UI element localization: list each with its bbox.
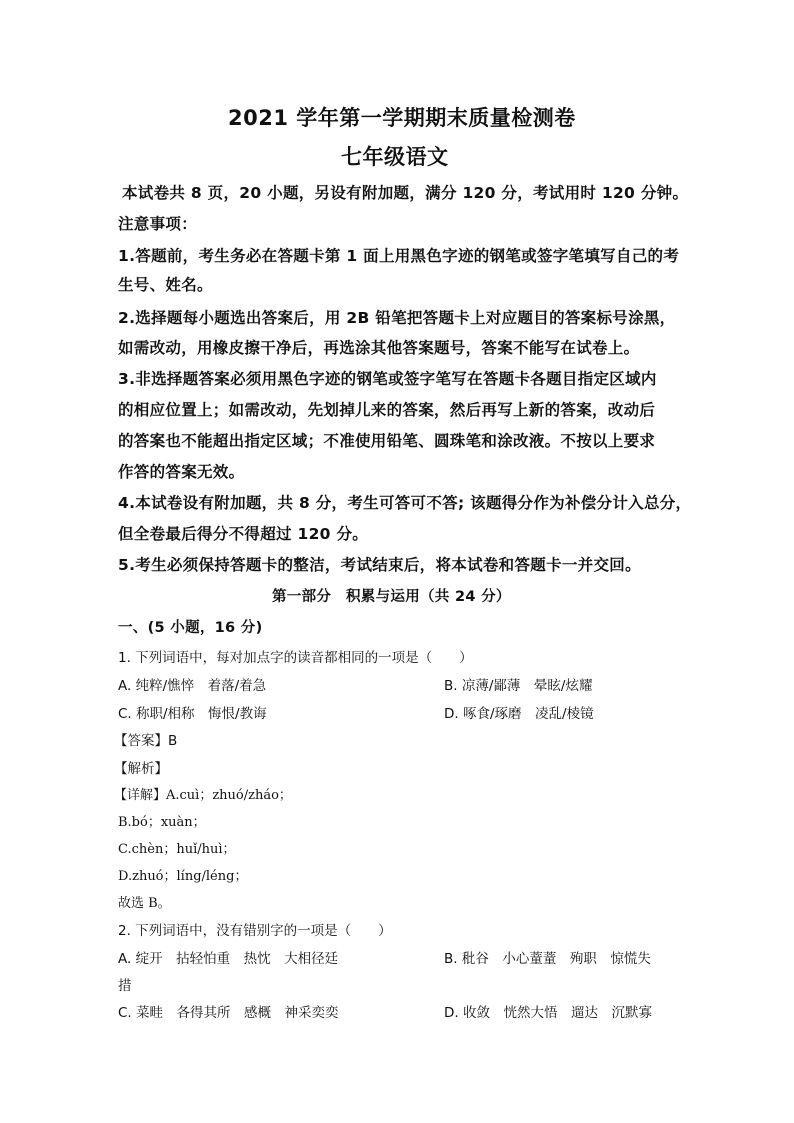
note-line: 的答案也不能超出指定区域；不准使用铅笔、圆珠笔和涂改液。不按以上要求 — [118, 432, 656, 450]
part-heading: 第一部分 积累与运用（共 24 分） — [272, 589, 511, 605]
detail-line: B.bó；xuàn； — [118, 815, 206, 830]
note-line: 的相应位置上；如需改动，先划掉儿来的答案，然后再写上新的答案，改动后 — [118, 401, 656, 419]
option-d: D. 收敛 恍然大悟 遛达 沉默寡 — [444, 1005, 652, 1021]
note-line: 但全卷最后得分不得超过 120 分。 — [118, 525, 369, 543]
question-stem: 1. 下列词语中，每对加点字的读音都相同的一项是（ ） — [118, 650, 473, 666]
notes-heading: 注意事项： — [118, 215, 198, 233]
note-line: 5.考生必须保持答题卡的整洁，考试结束后，将本试卷和答题卡一并交回。 — [118, 556, 641, 574]
note-line: 1.答题前，考生务必在答题卡第 1 面上用黑色字迹的钢笔或签字笔填写自己的考 — [118, 247, 680, 265]
note-line: 作答的答案无效。 — [118, 463, 245, 481]
question-stem: 2. 下列词语中，没有错别字的一项是（ ） — [118, 923, 392, 939]
conclusion-line: 故选 B。 — [118, 896, 171, 911]
option-a: A. 绽开 拈轻怕重 热忱 大相径廷 — [118, 951, 339, 967]
option-c: C. 称职/相称 悔恨/教诲 — [118, 706, 267, 722]
note-line: 2.选择题每小题选出答案后，用 2B 铅笔把答题卡上对应题目的答案标号涂黑， — [118, 309, 676, 327]
option-b: B. 秕谷 小心蕫蕫 殉职 惊慌失 — [444, 951, 651, 967]
section-heading: 一、(5 小题，16 分) — [118, 620, 263, 636]
answer-label: 【答案】B — [114, 733, 178, 749]
option-c: C. 菜畦 各得其所 感概 神采奕奕 — [118, 1005, 339, 1021]
option-a-wrap: 措 — [118, 978, 132, 994]
note-line: 3.非选择题答案必须用黑色字迹的钢笔或签字笔写在答题卡各题目指定区域内 — [118, 370, 657, 388]
note-line: 4.本试卷设有附加题，共 8 分，考生可答可不答; 该题得分作为补偿分计入总分， — [118, 494, 692, 512]
note-line: 如需改动，用橡皮擦干净后，再选涂其他答案题号，答案不能写在试卷上。 — [118, 339, 640, 357]
option-b: B. 凉薄/鄙薄 晕眩/炫耀 — [444, 678, 593, 694]
option-a: A. 纯粹/憔悴 着落/着急 — [118, 678, 267, 694]
detail-line: 【详解】A.cuì；zhuó/zháo； — [114, 788, 292, 803]
analysis-label: 【解析】 — [114, 761, 168, 777]
detail-line: D.zhuó；líng/léng； — [118, 869, 248, 884]
detail-line: C.chèn；huǐ/huì； — [118, 842, 236, 857]
option-d: D. 啄食/琢磨 凌乱/棱镜 — [444, 706, 594, 722]
page-title: 2021 学年第一学期期末质量检测卷 — [228, 106, 576, 130]
page-subtitle: 七年级语文 — [341, 145, 449, 169]
exam-summary: 本试卷共 8 页，20 小题，另设有附加题，满分 120 分，考试用时 120 分钟。 — [122, 184, 689, 202]
note-line: 生号、姓名。 — [118, 276, 213, 294]
